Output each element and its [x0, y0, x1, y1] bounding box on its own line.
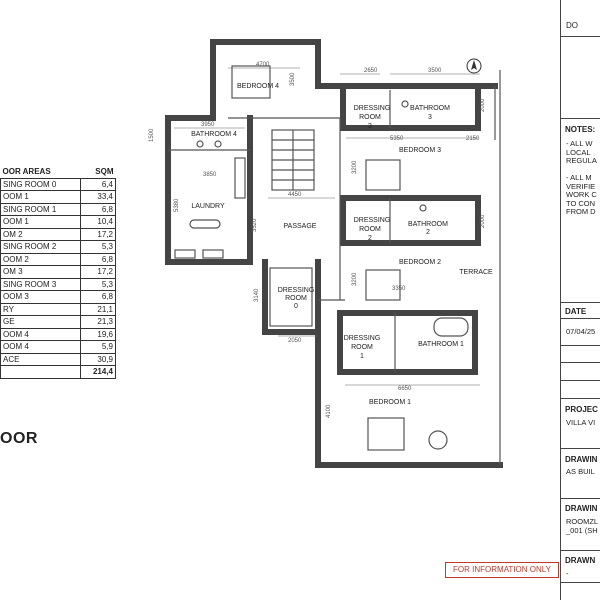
notes-line: TO CON: [566, 198, 596, 208]
dim-3850: 3850: [203, 172, 217, 178]
floor-plan: [140, 30, 565, 575]
area-value: 33,4: [81, 191, 116, 204]
dim-4450: 4450: [288, 192, 302, 198]
table-row: [1, 316, 116, 329]
area-name: GE: [1, 316, 81, 329]
dim-2150: 2150: [466, 136, 480, 142]
room-dressing0-line2: ROOM: [285, 295, 307, 302]
table-row: [1, 216, 116, 229]
notes-text: [566, 140, 597, 217]
notes-line: LOCAL: [566, 147, 591, 157]
dim-6650: 6650: [398, 386, 412, 392]
dim-3500a: 3500: [290, 72, 296, 86]
header-unit: SQM: [95, 167, 114, 177]
wall-left-upper: [168, 42, 213, 262]
title-block-code: DO: [566, 21, 578, 30]
table-row: [1, 228, 116, 241]
room-bathroom2-line1: BATHROOM: [408, 221, 448, 228]
area-name: SING ROOM 3: [1, 278, 81, 291]
dim-3350: 3350: [392, 286, 406, 292]
area-value: 6,4: [81, 178, 116, 191]
room-dressing0-line3: 0: [294, 303, 298, 310]
room-dressing2-line3: 2: [368, 235, 372, 242]
dim-3500b: 3500: [428, 68, 442, 74]
area-name: OM 2: [1, 228, 81, 241]
dim-5350: 5350: [390, 136, 404, 142]
room-dressing2-line1: DRESSING: [353, 217, 391, 224]
header-name: OOR AREAS: [2, 167, 51, 177]
dim-1500: 1500: [149, 128, 155, 142]
room-dressing1-line2: ROOM: [351, 344, 373, 351]
area-value: 21,3: [81, 316, 116, 329]
dim-2650: 2650: [364, 68, 378, 74]
date-label: DATE: [565, 307, 587, 316]
area-value: 6,8: [81, 203, 116, 216]
dim-3200b: 3200: [352, 272, 358, 286]
room-dressing3-line2: ROOM: [359, 114, 381, 121]
date-value: 07/04/25: [566, 327, 596, 336]
drawing-no-line2: _001 (SH: [566, 526, 598, 535]
notes-line: WORK C: [566, 190, 597, 199]
project-label: PROJEC: [565, 405, 598, 414]
north-arrow-icon: [467, 59, 481, 73]
area-value: 6,8: [81, 291, 116, 304]
area-value: 5,3: [81, 278, 116, 291]
area-name: SING ROOM 1: [1, 203, 81, 216]
table-row: [1, 203, 116, 216]
area-value: 6,8: [81, 253, 116, 266]
room-bathroom1: BATHROOM 1: [418, 341, 464, 348]
room-dressing1-line3: 1: [360, 353, 364, 360]
area-name: OOM 4: [1, 328, 81, 341]
area-value: 17,2: [81, 228, 116, 241]
floor-title: OOR: [0, 430, 38, 447]
room-terrace: TERRACE: [459, 269, 493, 276]
room-dressing3-line1: DRESSING: [353, 105, 391, 112]
area-name: OOM 1: [1, 191, 81, 204]
area-value: 21,1: [81, 303, 116, 316]
notes-line: - ALL M: [566, 173, 592, 182]
project-value: VILLA VI: [566, 418, 596, 427]
room-dressing0-line1: DRESSING: [277, 287, 315, 294]
dim-2000a: 2000: [480, 98, 486, 112]
table-row: [1, 353, 116, 366]
table-row: [1, 303, 116, 316]
notes-line: FROM D: [566, 207, 596, 216]
area-name: ACE: [1, 353, 81, 366]
drawn-value: -: [566, 569, 569, 578]
area-name: OOM 1: [1, 216, 81, 229]
information-stamp: FOR INFORMATION ONLY: [445, 562, 559, 578]
area-name: OOM 2: [1, 253, 81, 266]
area-name: OOM 4: [1, 341, 81, 354]
dim-5380: 5380: [174, 198, 180, 212]
area-name: OM 3: [1, 266, 81, 279]
room-passage: PASSAGE: [283, 223, 317, 230]
area-name: OOM 3: [1, 291, 81, 304]
table-row: [1, 253, 116, 266]
table-row: [1, 178, 116, 191]
room-bedroom2: BEDROOM 2: [398, 259, 442, 266]
area-value: 214,4: [81, 366, 116, 379]
area-value: 19,6: [81, 328, 116, 341]
dim-3950a: 3950: [201, 122, 215, 128]
title-block: [560, 0, 600, 600]
area-name: [1, 366, 81, 379]
dim-4700: 4700: [256, 62, 270, 68]
dim-4100: 4100: [326, 404, 332, 418]
room-dressing1-line1: DRESSING: [343, 335, 381, 342]
table-row: [1, 328, 116, 341]
table-row: [1, 266, 116, 279]
area-value: 10,4: [81, 216, 116, 229]
area-name: SING ROOM 2: [1, 241, 81, 254]
drawing-no-line1: ROOMZL: [566, 517, 599, 526]
notes-line: REGULA: [566, 156, 597, 165]
room-bathroom4: BATHROOM 4: [191, 131, 237, 138]
room-dressing2-line2: ROOM: [359, 226, 381, 233]
notes-line: VERIFIE: [566, 181, 596, 191]
room-bathroom3-line1: BATHROOM: [410, 105, 450, 112]
dim-3520: 3520: [252, 218, 258, 232]
area-name: RY: [1, 303, 81, 316]
area-value: 5,9: [81, 341, 116, 354]
table-row: [1, 191, 116, 204]
room-bathroom3-line2: 3: [428, 114, 432, 121]
table-row: [1, 278, 116, 291]
area-value: 30,9: [81, 353, 116, 366]
area-value: 17,2: [81, 266, 116, 279]
table-row: [1, 291, 116, 304]
room-bedroom4: BEDROOM 4: [236, 83, 280, 90]
dim-3200a: 3200: [352, 160, 358, 174]
table-row: [1, 341, 116, 354]
room-dressing3-line3: 3: [368, 123, 372, 130]
dim-2000b: 2000: [480, 214, 486, 228]
drawn-label: DRAWN: [565, 556, 596, 565]
room-bathroom2-line2: 2: [426, 229, 430, 236]
area-value: 5,3: [81, 241, 116, 254]
floor-areas-table: [0, 166, 116, 379]
room-bedroom3: BEDROOM 3: [398, 147, 442, 154]
drawing-value: AS BUIL: [566, 467, 595, 476]
room-laundry: LAUNDRY: [191, 203, 225, 210]
notes-line: - ALL W: [566, 139, 593, 148]
drawing-label: DRAWIN: [565, 455, 598, 464]
notes-label: NOTES:: [565, 125, 596, 134]
room-bedroom1: BEDROOM 1: [368, 399, 412, 406]
table-header: [1, 166, 116, 178]
drawing-no-label: DRAWIN: [565, 504, 598, 513]
table-row: [1, 241, 116, 254]
dim-2050: 2050: [288, 338, 302, 344]
area-name: SING ROOM 0: [1, 178, 81, 191]
total-row: [1, 366, 116, 379]
dim-3140: 3140: [254, 288, 260, 302]
